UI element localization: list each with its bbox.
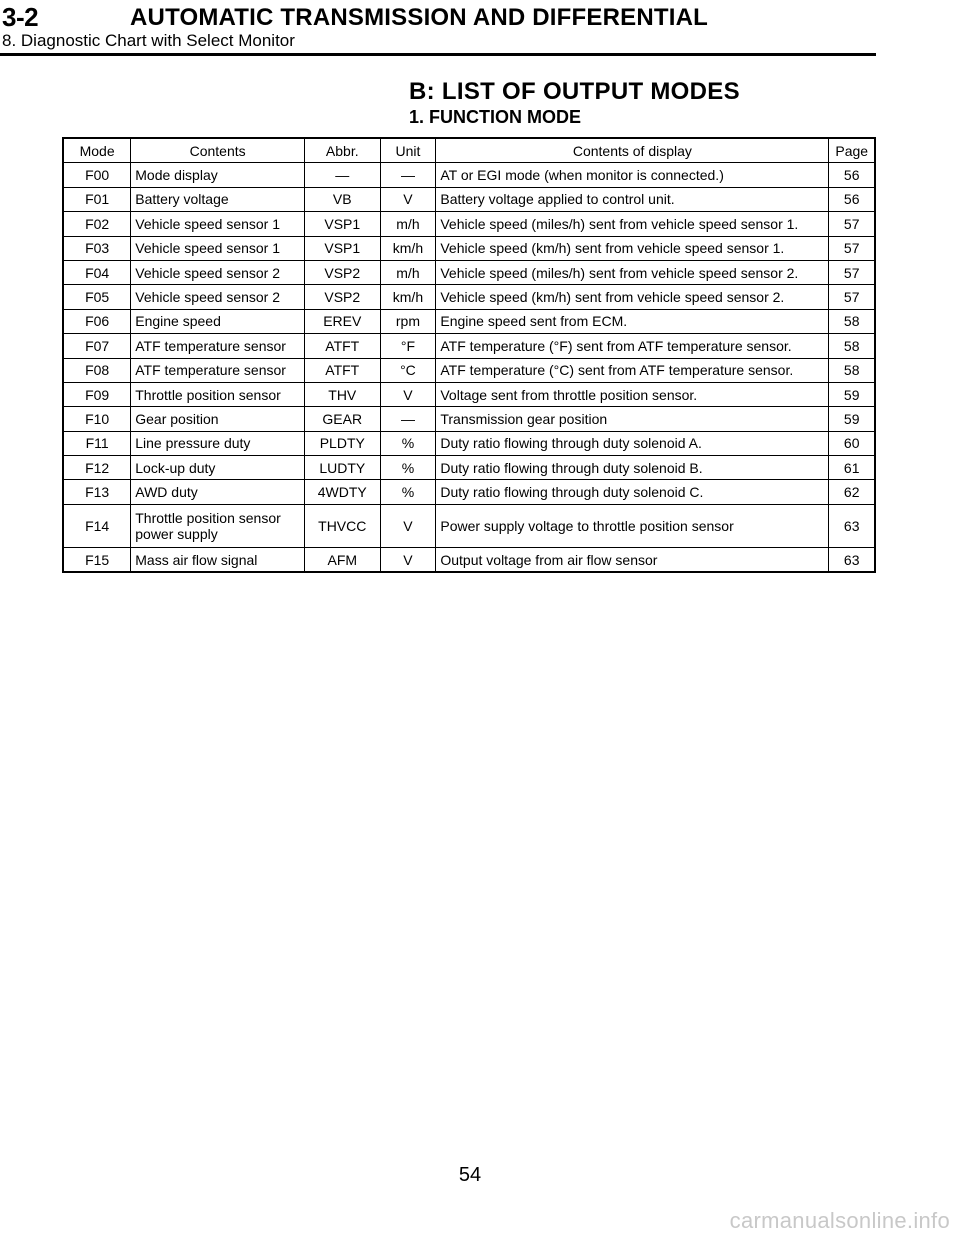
column-header-abbr: Abbr.: [305, 138, 381, 163]
mode-cell: F13: [63, 480, 131, 504]
abbr-cell: ATFT: [305, 358, 381, 382]
mode-cell: F10: [63, 407, 131, 431]
table-row: [63, 309, 875, 333]
page-header: [0, 0, 960, 60]
display-cell: Transmission gear position: [436, 407, 829, 431]
page-cell: 56: [829, 163, 875, 187]
page-cell: 63: [829, 504, 875, 547]
unit-cell: km/h: [380, 236, 436, 260]
display-cell: Duty ratio flowing through duty solenoid A.: [436, 431, 829, 455]
page-cell: 61: [829, 456, 875, 480]
table-row: [63, 285, 875, 309]
contents-cell: Mode display: [131, 163, 305, 187]
mode-cell: F02: [63, 212, 131, 236]
display-cell: Duty ratio flowing through duty solenoid B.: [436, 456, 829, 480]
page-cell: 56: [829, 187, 875, 211]
contents-cell: Lock-up duty: [131, 456, 305, 480]
table-row: [63, 407, 875, 431]
section-subtitle: 1. FUNCTION MODE: [409, 107, 582, 127]
page-cell: 58: [829, 334, 875, 358]
page-cell: 57: [829, 260, 875, 284]
column-header-page: Page: [829, 138, 875, 163]
abbr-cell: VSP2: [305, 285, 381, 309]
mode-cell: F07: [63, 334, 131, 358]
unit-cell: °F: [380, 334, 436, 358]
page-cell: 59: [829, 407, 875, 431]
table-row: [63, 547, 875, 572]
display-cell: Output voltage from air flow sensor: [436, 547, 829, 572]
unit-cell: V: [380, 547, 436, 572]
mode-cell: F00: [63, 163, 131, 187]
display-cell: Vehicle speed (miles/h) sent from vehicle speed sensor 1.: [436, 212, 829, 236]
contents-cell: Battery voltage: [131, 187, 305, 211]
mode-cell: F05: [63, 285, 131, 309]
display-cell: Vehicle speed (km/h) sent from vehicle speed sensor 1.: [436, 236, 829, 260]
column-header-display: Contents of display: [436, 138, 829, 163]
contents-cell: Vehicle speed sensor 2: [131, 285, 305, 309]
display-cell: Power supply voltage to throttle position sensor: [436, 504, 829, 547]
unit-cell: %: [380, 431, 436, 455]
page-cell: 63: [829, 547, 875, 572]
display-cell: ATF temperature (°F) sent from ATF temperature sensor.: [436, 334, 829, 358]
header-title: AUTOMATIC TRANSMISSION AND DIFFERENTIAL: [130, 4, 708, 31]
table-row: [63, 212, 875, 236]
page-cell: 57: [829, 212, 875, 236]
table-row: [63, 334, 875, 358]
contents-cell: Vehicle speed sensor 1: [131, 236, 305, 260]
abbr-cell: THV: [305, 382, 381, 406]
table-row: [63, 504, 875, 547]
section-title: B: LIST OF OUTPUT MODES: [409, 78, 740, 105]
page-cell: 59: [829, 382, 875, 406]
header-subtitle: 8. Diagnostic Chart with Select Monitor: [2, 31, 295, 50]
unit-cell: V: [380, 187, 436, 211]
contents-cell: Line pressure duty: [131, 431, 305, 455]
abbr-cell: EREV: [305, 309, 381, 333]
contents-cell: Vehicle speed sensor 2: [131, 260, 305, 284]
table-row: [63, 260, 875, 284]
abbr-cell: 4WDTY: [305, 480, 381, 504]
page-cell: 57: [829, 236, 875, 260]
abbr-cell: ATFT: [305, 334, 381, 358]
page-cell: 58: [829, 309, 875, 333]
page-cell: 62: [829, 480, 875, 504]
unit-cell: —: [380, 407, 436, 431]
contents-cell: Gear position: [131, 407, 305, 431]
page-cell: 60: [829, 431, 875, 455]
mode-cell: F06: [63, 309, 131, 333]
unit-cell: m/h: [380, 260, 436, 284]
page-cell: 57: [829, 285, 875, 309]
table-body: [63, 163, 875, 572]
contents-cell: AWD duty: [131, 480, 305, 504]
contents-cell: Engine speed: [131, 309, 305, 333]
mode-cell: F09: [63, 382, 131, 406]
column-header-unit: Unit: [380, 138, 436, 163]
mode-cell: F04: [63, 260, 131, 284]
unit-cell: rpm: [380, 309, 436, 333]
watermark: carmanualsonline.info: [729, 1208, 950, 1233]
abbr-cell: VSP1: [305, 236, 381, 260]
contents-cell: ATF temperature sensor: [131, 358, 305, 382]
mode-cell: F11: [63, 431, 131, 455]
table-row: [63, 358, 875, 382]
mode-cell: F01: [63, 187, 131, 211]
abbr-cell: VSP2: [305, 260, 381, 284]
mode-cell: F03: [63, 236, 131, 260]
contents-cell: Mass air flow signal: [131, 547, 305, 572]
table-row: [63, 456, 875, 480]
abbr-cell: LUDTY: [305, 456, 381, 480]
contents-cell: Throttle position sensor: [131, 382, 305, 406]
table-row: [63, 163, 875, 187]
unit-cell: —: [380, 163, 436, 187]
mode-cell: F12: [63, 456, 131, 480]
display-cell: Vehicle speed (miles/h) sent from vehicle speed sensor 2.: [436, 260, 829, 284]
contents-cell: Throttle position sensor power supply: [131, 504, 305, 547]
display-cell: Battery voltage applied to control unit.: [436, 187, 829, 211]
unit-cell: V: [380, 504, 436, 547]
table-row: [63, 431, 875, 455]
unit-cell: °C: [380, 358, 436, 382]
header-divider: [0, 53, 876, 56]
unit-cell: km/h: [380, 285, 436, 309]
display-cell: AT or EGI mode (when monitor is connected.): [436, 163, 829, 187]
display-cell: Voltage sent from throttle position sensor.: [436, 382, 829, 406]
unit-cell: %: [380, 480, 436, 504]
table-row: [63, 382, 875, 406]
abbr-cell: PLDTY: [305, 431, 381, 455]
unit-cell: m/h: [380, 212, 436, 236]
page-number: 54: [458, 1164, 482, 1186]
table-row: [63, 187, 875, 211]
abbr-cell: VSP1: [305, 212, 381, 236]
table-row: [63, 236, 875, 260]
abbr-cell: AFM: [305, 547, 381, 572]
table-row: [63, 480, 875, 504]
section-number: 3-2: [2, 2, 39, 32]
table-header-row: [63, 138, 875, 163]
unit-cell: V: [380, 382, 436, 406]
display-cell: Engine speed sent from ECM.: [436, 309, 829, 333]
abbr-cell: THVCC: [305, 504, 381, 547]
abbr-cell: GEAR: [305, 407, 381, 431]
contents-cell: Vehicle speed sensor 1: [131, 212, 305, 236]
mode-cell: F14: [63, 504, 131, 547]
column-header-mode: Mode: [63, 138, 131, 163]
abbr-cell: VB: [305, 187, 381, 211]
output-modes-table: [62, 137, 876, 573]
contents-cell: ATF temperature sensor: [131, 334, 305, 358]
column-header-contents: Contents: [131, 138, 305, 163]
mode-cell: F15: [63, 547, 131, 572]
unit-cell: %: [380, 456, 436, 480]
abbr-cell: —: [305, 163, 381, 187]
display-cell: Vehicle speed (km/h) sent from vehicle speed sensor 2.: [436, 285, 829, 309]
display-cell: Duty ratio flowing through duty solenoid C.: [436, 480, 829, 504]
page-cell: 58: [829, 358, 875, 382]
display-cell: ATF temperature (°C) sent from ATF temperature sensor.: [436, 358, 829, 382]
mode-cell: F08: [63, 358, 131, 382]
